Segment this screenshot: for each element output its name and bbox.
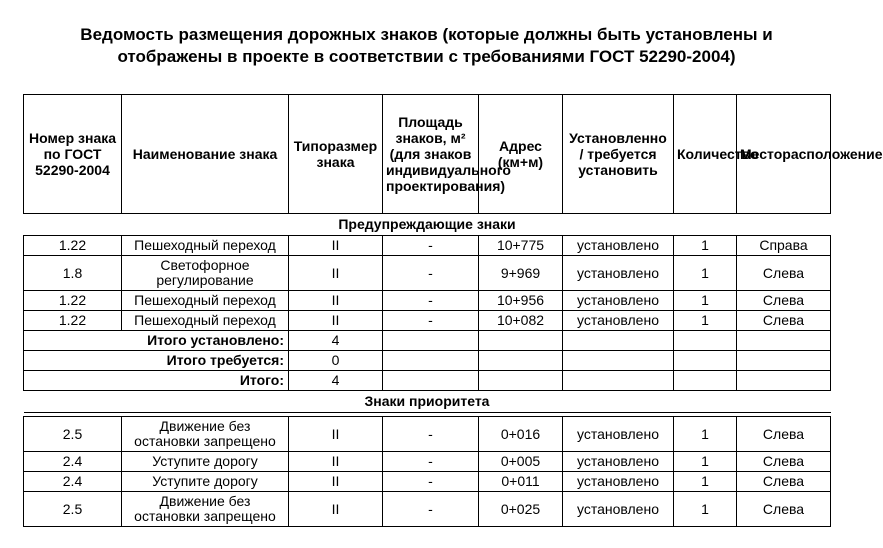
cell-address: 0+016 [479, 417, 563, 452]
cell-location: Слева [737, 417, 831, 452]
cell-address: 0+025 [479, 492, 563, 527]
road-signs-table [23, 94, 883, 527]
table-row [24, 236, 831, 256]
cell-name: Движение без остановки запрещено [122, 417, 289, 452]
header-address: Адрес (км+м) [479, 95, 563, 214]
cell-number: 2.5 [24, 417, 122, 452]
cell-address: 0+011 [479, 472, 563, 492]
cell-number: 2.4 [24, 472, 122, 492]
cell-address: 9+969 [479, 256, 563, 291]
cell-name: Уступите дорогу [122, 452, 289, 472]
cell-qty: 1 [674, 472, 737, 492]
total-installed-label: Итого установлено: [24, 331, 289, 351]
title-line-1: Ведомость размещения дорожных знаков (которые должны быть установлены и [80, 25, 773, 44]
section-row-warning [24, 214, 831, 236]
cell-address: 10+775 [479, 236, 563, 256]
cell-area: - [383, 492, 479, 527]
title-line-2: отображены в проекте в соответствии с требованиями ГОСТ 52290-2004) [117, 47, 736, 66]
cell-name: Движение без остановки запрещено [122, 492, 289, 527]
cell-name: Пешеходный переход [122, 236, 289, 256]
header-status: Установленно / требуется установить [563, 95, 674, 214]
total-value: 4 [289, 371, 383, 391]
cell-area: - [383, 256, 479, 291]
cell-area: - [383, 291, 479, 311]
total-installed-row [24, 331, 831, 351]
cell-location: Справа [737, 236, 831, 256]
cell-name: Светофорное регулирование [122, 256, 289, 291]
cell-status: установлено [563, 311, 674, 331]
cell-status: установлено [563, 492, 674, 527]
cell-status: установлено [563, 256, 674, 291]
cell-number: 1.22 [24, 311, 122, 331]
header-location: Месторасположение [737, 95, 831, 214]
header-name: Наименование знака [122, 95, 289, 214]
cell-number: 1.22 [24, 291, 122, 311]
cell-status: установлено [563, 472, 674, 492]
total-required-value: 0 [289, 351, 383, 371]
header-size: Типоразмер знака [289, 95, 383, 214]
header-area: Площадь знаков, м² (для знаков индивидуального проектирования) [383, 95, 479, 214]
total-installed-value: 4 [289, 331, 383, 351]
cell-size: II [289, 452, 383, 472]
cell-status: установлено [563, 236, 674, 256]
table-row [24, 472, 831, 492]
document-title [0, 24, 853, 68]
cell-qty: 1 [674, 311, 737, 331]
cell-name: Пешеходный переход [122, 291, 289, 311]
cell-location: Слева [737, 452, 831, 472]
table-row [24, 492, 831, 527]
cell-location: Слева [737, 492, 831, 527]
table-row [24, 417, 831, 452]
cell-qty: 1 [674, 291, 737, 311]
cell-area: - [383, 417, 479, 452]
total-label: Итого: [24, 371, 289, 391]
cell-size: II [289, 311, 383, 331]
cell-status: установлено [563, 291, 674, 311]
cell-location: Слева [737, 472, 831, 492]
total-required-label: Итого требуется: [24, 351, 289, 371]
cell-location: Слева [737, 256, 831, 291]
cell-size: II [289, 291, 383, 311]
cell-location: Слева [737, 291, 831, 311]
cell-area: - [383, 236, 479, 256]
table-row [24, 256, 831, 291]
cell-qty: 1 [674, 256, 737, 291]
cell-qty: 1 [674, 236, 737, 256]
table-row [24, 291, 831, 311]
table-row [24, 311, 831, 331]
cell-status: установлено [563, 452, 674, 472]
total-row [24, 371, 831, 391]
cell-size: II [289, 492, 383, 527]
cell-size: II [289, 236, 383, 256]
cell-area: - [383, 311, 479, 331]
cell-qty: 1 [674, 417, 737, 452]
cell-size: II [289, 472, 383, 492]
section-title: Предупреждающие знаки [24, 214, 831, 236]
cell-location: Слева [737, 311, 831, 331]
cell-size: II [289, 417, 383, 452]
cell-number: 2.4 [24, 452, 122, 472]
cell-status: установлено [563, 417, 674, 452]
cell-area: - [383, 452, 479, 472]
section-row-priority [24, 391, 831, 413]
cell-name: Уступите дорогу [122, 472, 289, 492]
total-required-row [24, 351, 831, 371]
cell-number: 1.22 [24, 236, 122, 256]
cell-qty: 1 [674, 452, 737, 472]
cell-name: Пешеходный переход [122, 311, 289, 331]
table-row [24, 452, 831, 472]
cell-number: 2.5 [24, 492, 122, 527]
cell-size: II [289, 256, 383, 291]
section-title: Знаки приоритета [24, 391, 831, 413]
cell-number: 1.8 [24, 256, 122, 291]
header-row [24, 95, 831, 214]
cell-qty: 1 [674, 492, 737, 527]
cell-address: 10+956 [479, 291, 563, 311]
cell-area: - [383, 472, 479, 492]
cell-address: 10+082 [479, 311, 563, 331]
header-number: Номер знака по ГОСТ 52290-2004 [24, 95, 122, 214]
header-qty: Количество [674, 95, 737, 214]
cell-address: 0+005 [479, 452, 563, 472]
